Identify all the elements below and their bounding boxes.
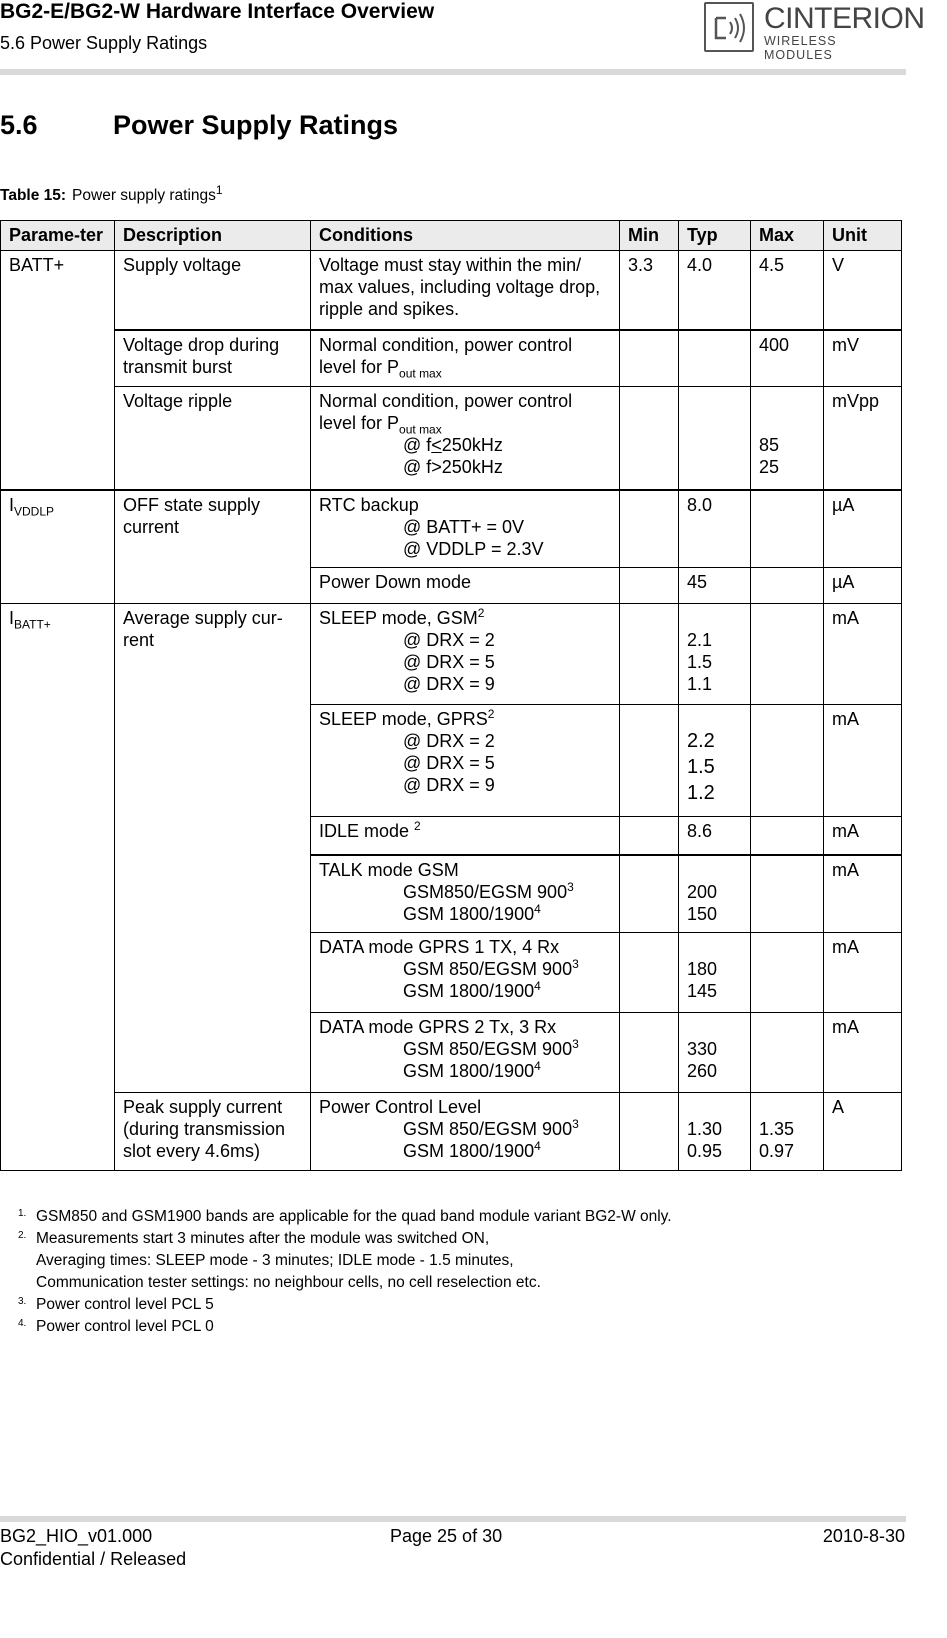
unit-power-control: A bbox=[824, 1093, 902, 1171]
desc-voltage-drop: Voltage drop during transmit burst bbox=[115, 330, 311, 387]
cond-voltage-drop: Normal condition, power control level for $P_{out max}$ bbox=[311, 330, 620, 387]
typ-sleep-gsm: 2.1 1.5 1.1 bbox=[679, 604, 751, 705]
unit-sleep-gsm: mA bbox=[824, 604, 902, 705]
cond-idle: IDLE mode $^2$ bbox=[311, 817, 620, 855]
document-subtitle: 5.6 Power Supply Ratings bbox=[0, 33, 208, 53]
footnote-1: 1. GSM850 and GSM1900 bands are applicable for the quad band module variant BG2-W only. bbox=[18, 1208, 672, 1225]
min-voltage-drop bbox=[620, 330, 679, 387]
table-row bbox=[1, 330, 902, 387]
header-parameter: Parame-ter bbox=[1, 221, 115, 251]
table-header-row bbox=[1, 221, 902, 251]
footer-doc-id: BG2_HIO_v01.000 bbox=[0, 1526, 153, 1546]
unit-rtc-backup: µA bbox=[824, 490, 902, 568]
unit-idle: mA bbox=[824, 817, 902, 855]
cond-rtc-backup: RTC backup @ BATT+ = 0V @ VDDLP = 2.3V bbox=[311, 490, 620, 568]
table-caption-text: Power supply ratings bbox=[72, 187, 216, 204]
param-ivddlp: $I_{VDDLP}$ bbox=[1, 490, 115, 604]
desc-voltage-ripple: Voltage ripple bbox=[115, 387, 311, 490]
desc-supply-voltage: Supply voltage bbox=[115, 251, 311, 330]
footer-divider bbox=[0, 1516, 906, 1522]
logo-tagline: WIRELESS MODULES bbox=[764, 34, 837, 62]
max-voltage-ripple: 85 25 bbox=[751, 387, 824, 490]
unit-data-1tx: mA bbox=[824, 933, 902, 1013]
footnote-2: 2. Measurements start 3 minutes after the module was switched ON, Averaging times: SLEEP mode - 3 minutes; IDLE mode - 1.5 minutes, Communication tester settings: no neighbour cells, no cell reselection etc. bbox=[18, 1230, 541, 1291]
table-row bbox=[1, 604, 902, 705]
header-typ: Typ bbox=[679, 221, 751, 251]
section-title: Power Supply Ratings bbox=[113, 110, 399, 140]
header-max: Max bbox=[751, 221, 824, 251]
table-caption-label: Table 15: bbox=[0, 187, 67, 204]
section-number: 5.6 bbox=[0, 110, 38, 140]
desc-average-current: Average supply cur-rent bbox=[115, 604, 311, 1093]
cond-talk-gsm: TALK mode GSM GSM850/EGSM $900^3$ GSM 1800/1900$^4$ bbox=[311, 855, 620, 933]
unit-talk-gsm: mA bbox=[824, 855, 902, 933]
cond-data-2tx: DATA mode GPRS 2 Tx, 3 Rx GSM 850/EGSM $900^3$ GSM 1800/1900$^4$ bbox=[311, 1013, 620, 1093]
unit-sleep-gprs: mA bbox=[824, 705, 902, 817]
table-caption bbox=[0, 182, 223, 205]
footer-date: 2010-8-30 bbox=[822, 1526, 905, 1546]
footnote-4: 4. Power control level PCL 0 bbox=[18, 1318, 214, 1335]
header-description: Description bbox=[115, 221, 311, 251]
max-power-control: 1.35 0.97 bbox=[751, 1093, 824, 1171]
logo-mark-icon bbox=[704, 2, 754, 52]
cond-sleep-gprs: SLEEP mode, GPRS$^2$ @ DRX = 2 @ DRX = 5 @ DRX = 9 bbox=[311, 705, 620, 817]
footer-page-number: Page 25 of 30 bbox=[390, 1526, 503, 1546]
cond-data-1tx: DATA mode GPRS 1 TX, 4 Rx GSM 850/EGSM $900^3$ GSM 1800/1900$^4$ bbox=[311, 933, 620, 1013]
min-supply-voltage: 3.3 bbox=[620, 251, 679, 330]
typ-data-2tx: 330 260 bbox=[679, 1013, 751, 1093]
desc-off-state: OFF state supply current bbox=[115, 490, 311, 604]
cond-supply-voltage: Voltage must stay within the min/ max values, including voltage drop, ripple and spikes. bbox=[311, 251, 620, 330]
document-title: BG2-E/BG2-W Hardware Interface Overview bbox=[0, 0, 435, 23]
footnote-3: 3. Power control level PCL 5 bbox=[18, 1296, 214, 1313]
typ-sleep-gprs: 2.2 1.5 1.2 bbox=[679, 705, 751, 817]
param-batt: BATT+ bbox=[1, 251, 115, 490]
typ-power-down: 45 bbox=[679, 568, 751, 604]
cond-power-down: Power Down mode bbox=[311, 568, 620, 604]
header-divider bbox=[0, 69, 906, 75]
logo-name: CINTERION bbox=[764, 2, 925, 35]
typ-voltage-drop bbox=[679, 330, 751, 387]
unit-voltage-ripple: mVpp bbox=[824, 387, 902, 490]
table-row bbox=[1, 490, 902, 568]
unit-data-2tx: mA bbox=[824, 1013, 902, 1093]
power-supply-table bbox=[0, 220, 902, 1171]
header-unit: Unit bbox=[824, 221, 902, 251]
footer-classification: Confidential / Released bbox=[0, 1549, 187, 1569]
max-voltage-drop: 400 bbox=[751, 330, 824, 387]
param-ibatt: $I_{BATT+}$ bbox=[1, 604, 115, 1171]
table-row bbox=[1, 1093, 902, 1171]
typ-talk-gsm: 200 150 bbox=[679, 855, 751, 933]
table-row bbox=[1, 251, 902, 330]
cinterion-logo bbox=[704, 2, 925, 62]
unit-supply-voltage: V bbox=[824, 251, 902, 330]
cond-voltage-ripple: Normal condition, power control level for $P_{out max}$ @ f<250kHz @ f>250kHz bbox=[311, 387, 620, 490]
cond-power-control: Power Control Level GSM 850/EGSM $900^3$ GSM 1800/1900$^4$ bbox=[311, 1093, 620, 1171]
desc-peak-current: Peak supply current (during transmission slot every 4.6ms) bbox=[115, 1093, 311, 1171]
typ-data-1tx: 180 145 bbox=[679, 933, 751, 1013]
header-conditions: Conditions bbox=[311, 221, 620, 251]
typ-power-control: 1.30 0.95 bbox=[679, 1093, 751, 1171]
min-voltage-ripple bbox=[620, 387, 679, 490]
unit-voltage-drop: mV bbox=[824, 330, 902, 387]
typ-idle: 8.6 bbox=[679, 817, 751, 855]
typ-rtc-backup: 8.0 bbox=[679, 490, 751, 568]
cond-sleep-gsm: SLEEP mode, GSM$^2$ @ DRX = 2 @ DRX = 5 @ DRX = 9 bbox=[311, 604, 620, 705]
table-row bbox=[1, 387, 902, 490]
unit-power-down: µA bbox=[824, 568, 902, 604]
table-caption-footnote-mark: 1 bbox=[215, 182, 223, 197]
section-heading bbox=[0, 110, 398, 141]
max-supply-voltage: 4.5 bbox=[751, 251, 824, 330]
header-min: Min bbox=[620, 221, 679, 251]
typ-voltage-ripple bbox=[679, 387, 751, 490]
typ-supply-voltage: 4.0 bbox=[679, 251, 751, 330]
